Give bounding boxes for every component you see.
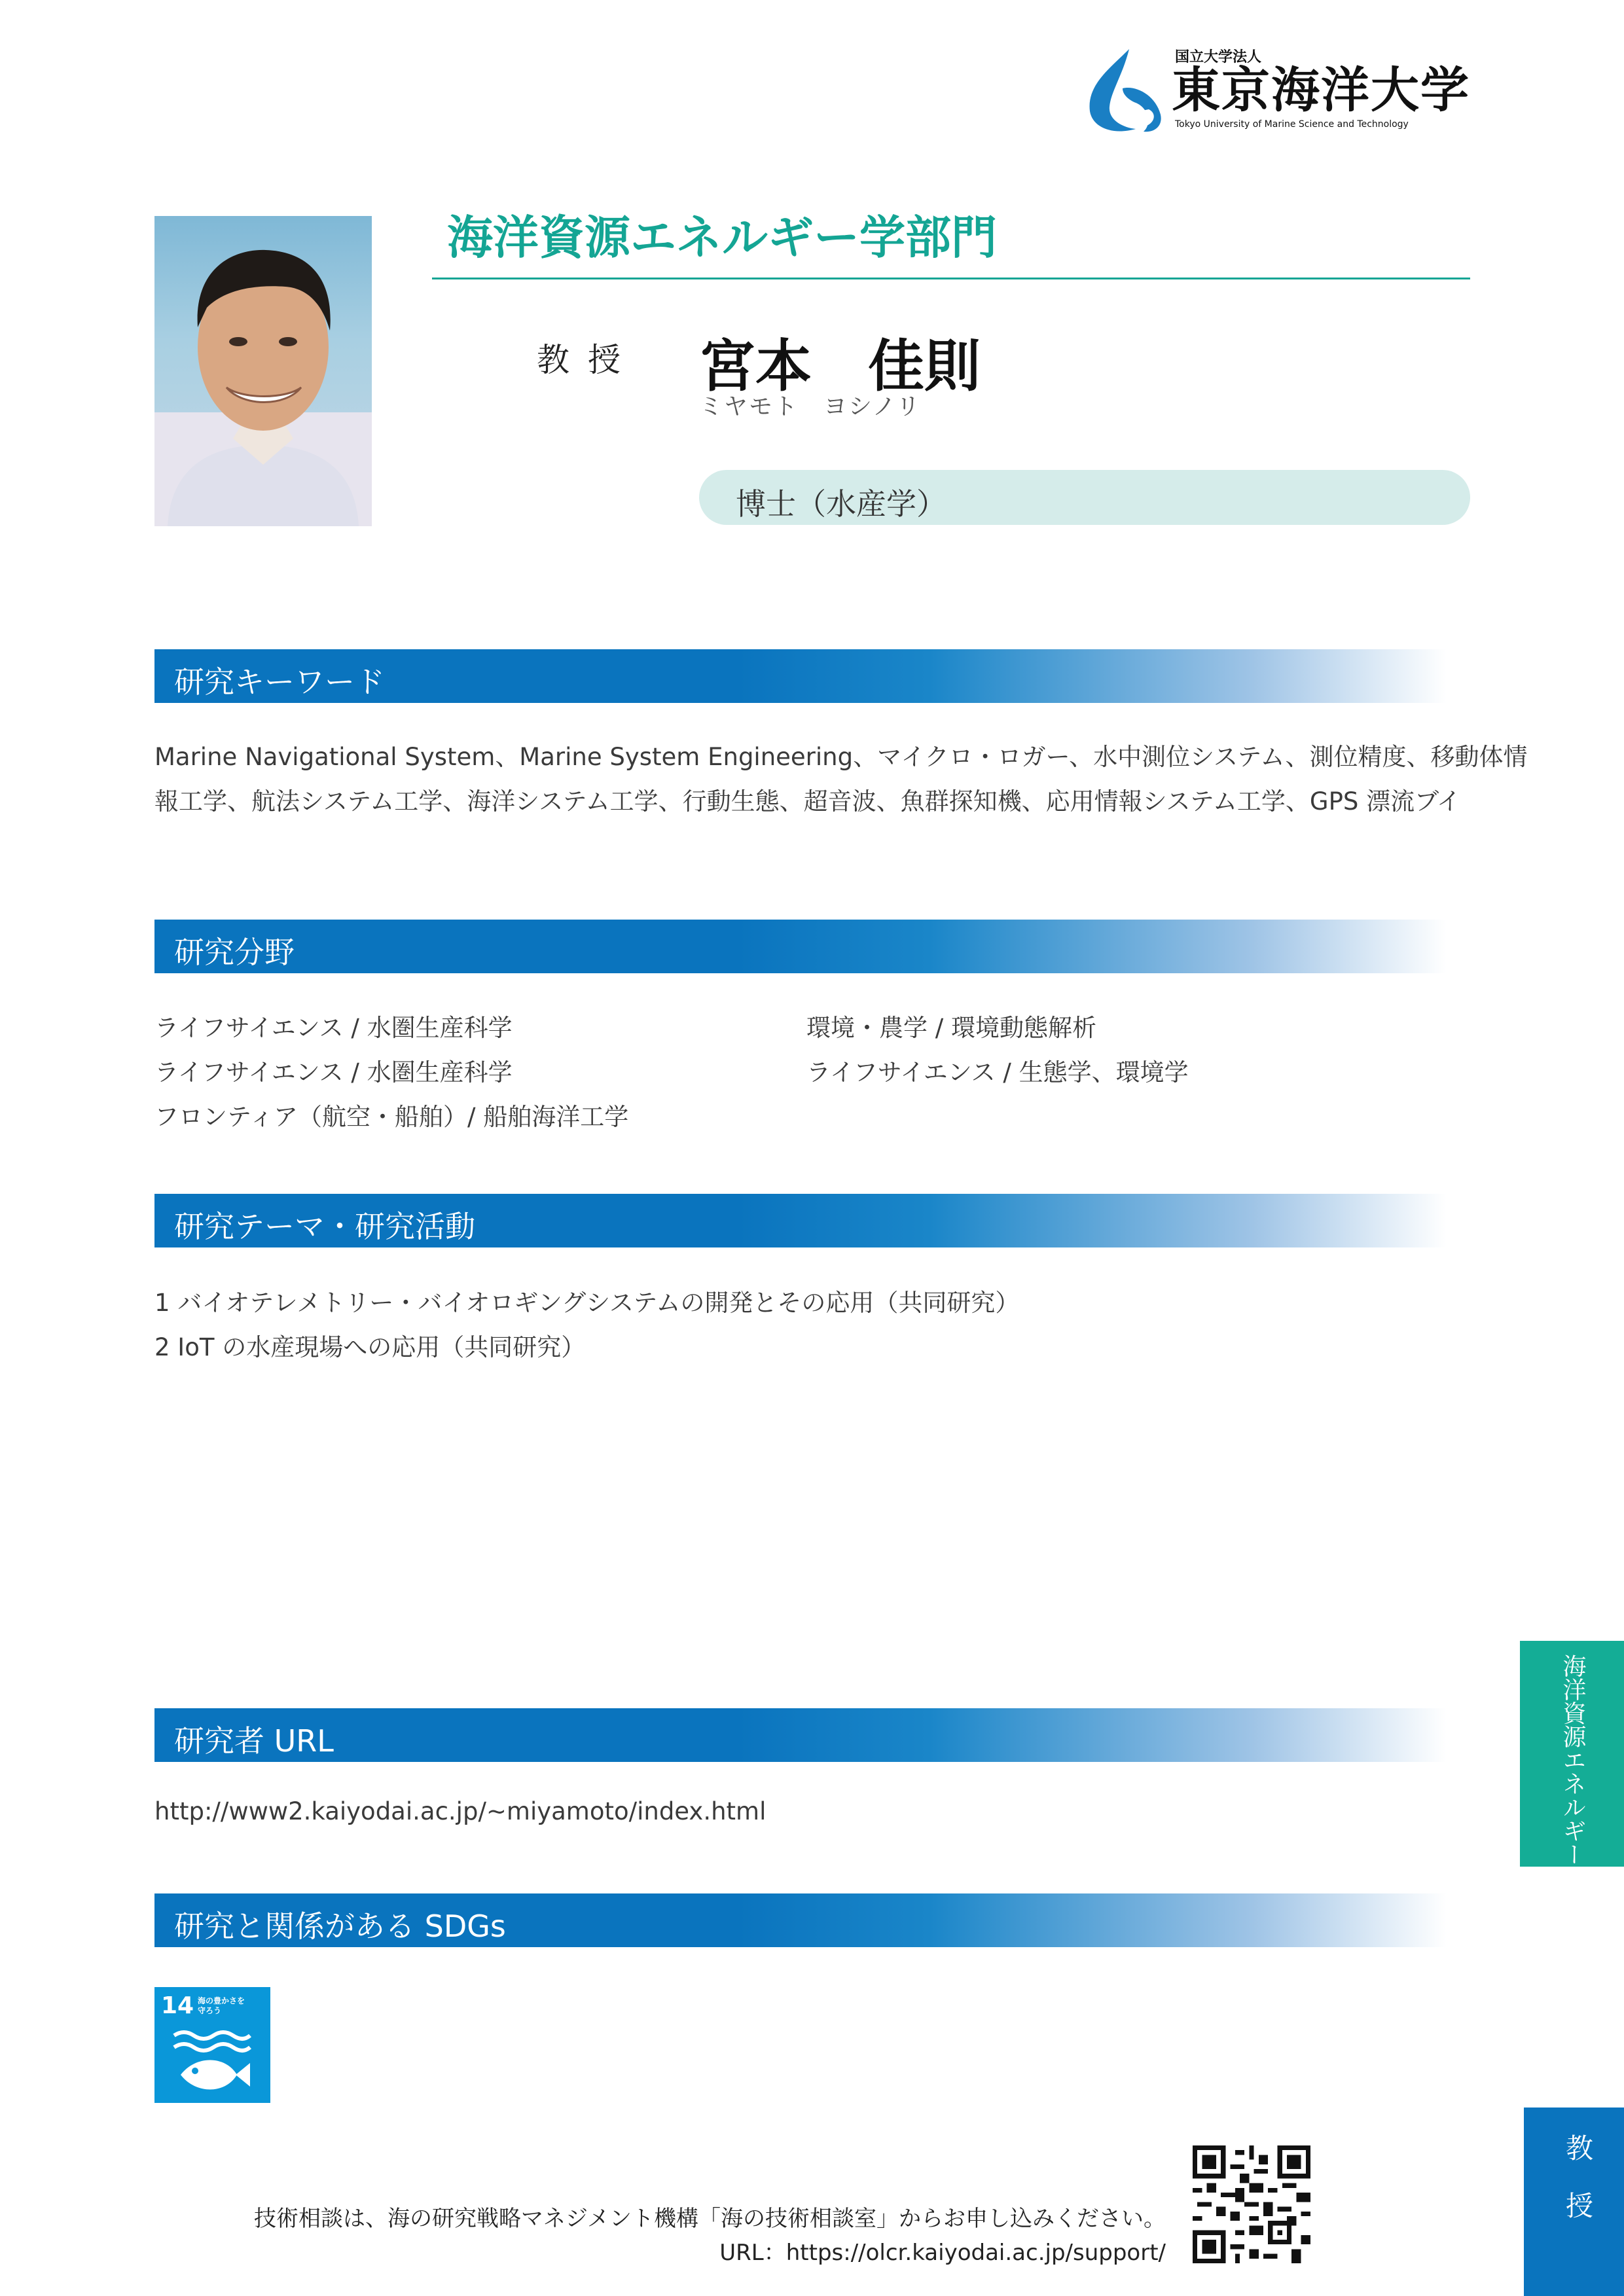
section-title: 研究と関係がある SDGs [174,1909,506,1944]
section-header-keywords [154,649,1447,703]
field-item: ライフサイエンス / 水圏生産科学 [154,1058,513,1086]
field-item: フロンティア（航空・船舶）/ 船舶海洋工学 [154,1103,629,1131]
profile-photo [154,216,372,526]
rank-label: 教授 [537,341,639,379]
theme-item: 1 バイオテレメトリー・バイオロギングシステムの開発とその応用（共同研究） [154,1289,1020,1317]
section-header-url [154,1708,1447,1762]
wave-emblem-icon [1083,49,1172,134]
degree-label: 博士（水産学） [736,486,947,522]
side-tab-department [1520,1641,1624,1890]
section-header-sdgs [154,1893,1447,1947]
sdg-14-badge [154,1987,270,2103]
university-logo [1083,46,1470,137]
university-name-jp: 東京海洋大学 [1172,62,1470,118]
researcher-name-kana: ミヤモト ヨシノリ [699,393,922,420]
department-underline [432,278,1470,279]
sdg-goal-label: 海の豊かさを 守ろう [198,1996,245,2015]
university-name-en: Tokyo University of Marine Science and Technology [1175,119,1409,130]
degree-badge [699,470,1470,525]
side-tab-label: 海洋資源エネルギー学 [1559,1654,1586,1890]
side-tab-rank [1524,2108,1624,2296]
footer-consultation-note: 技術相談は、海の研究戦略マネジメント機構「海の技術相談室」からお申し込みください。 [254,2206,1166,2232]
field-item: ライフサイエンス / 生態学、環境学 [806,1058,1189,1086]
keywords-line: 報工学、航法システム工学、海洋システム工学、行動生態、超音波、魚群探知機、応用情報システム工学、GPS 漂流ブイ [154,787,1461,816]
section-header-fields [154,920,1447,973]
fish-waves-icon [173,2028,251,2096]
researcher-name: 宮本 佳則 [699,334,981,399]
section-title: 研究分野 [174,935,295,970]
section-header-themes [154,1194,1447,1247]
department-title: 海洋資源エネルギー学部門 [447,211,997,264]
section-title: 研究キーワード [174,664,385,700]
keywords-line: Marine Navigational System、Marine System Engineering、マイクロ・ロガー、水中測位システム、測位精度、移動体情 [154,743,1528,771]
footer-url-link[interactable]: URL：https://olcr.kaiyodai.ac.jp/support/ [719,2240,1166,2266]
theme-item: 2 IoT の水産現場への応用（共同研究） [154,1333,586,1361]
side-tab-rank-label: 教授 [1562,2134,1594,2249]
section-title: 研究者 URL [174,1723,334,1759]
qr-code-icon[interactable] [1193,2145,1310,2263]
researcher-url-link[interactable]: http://www2.kaiyodai.ac.jp/~miyamoto/index.html [154,1797,767,1825]
sdg-goal-number: 14 [161,1992,194,2019]
corp-label: 国立大学法人 [1175,49,1262,65]
section-title: 研究テーマ・研究活動 [174,1209,475,1244]
field-item: ライフサイエンス / 水圏生産科学 [154,1014,513,1042]
field-item: 環境・農学 / 環境動態解析 [806,1014,1096,1042]
